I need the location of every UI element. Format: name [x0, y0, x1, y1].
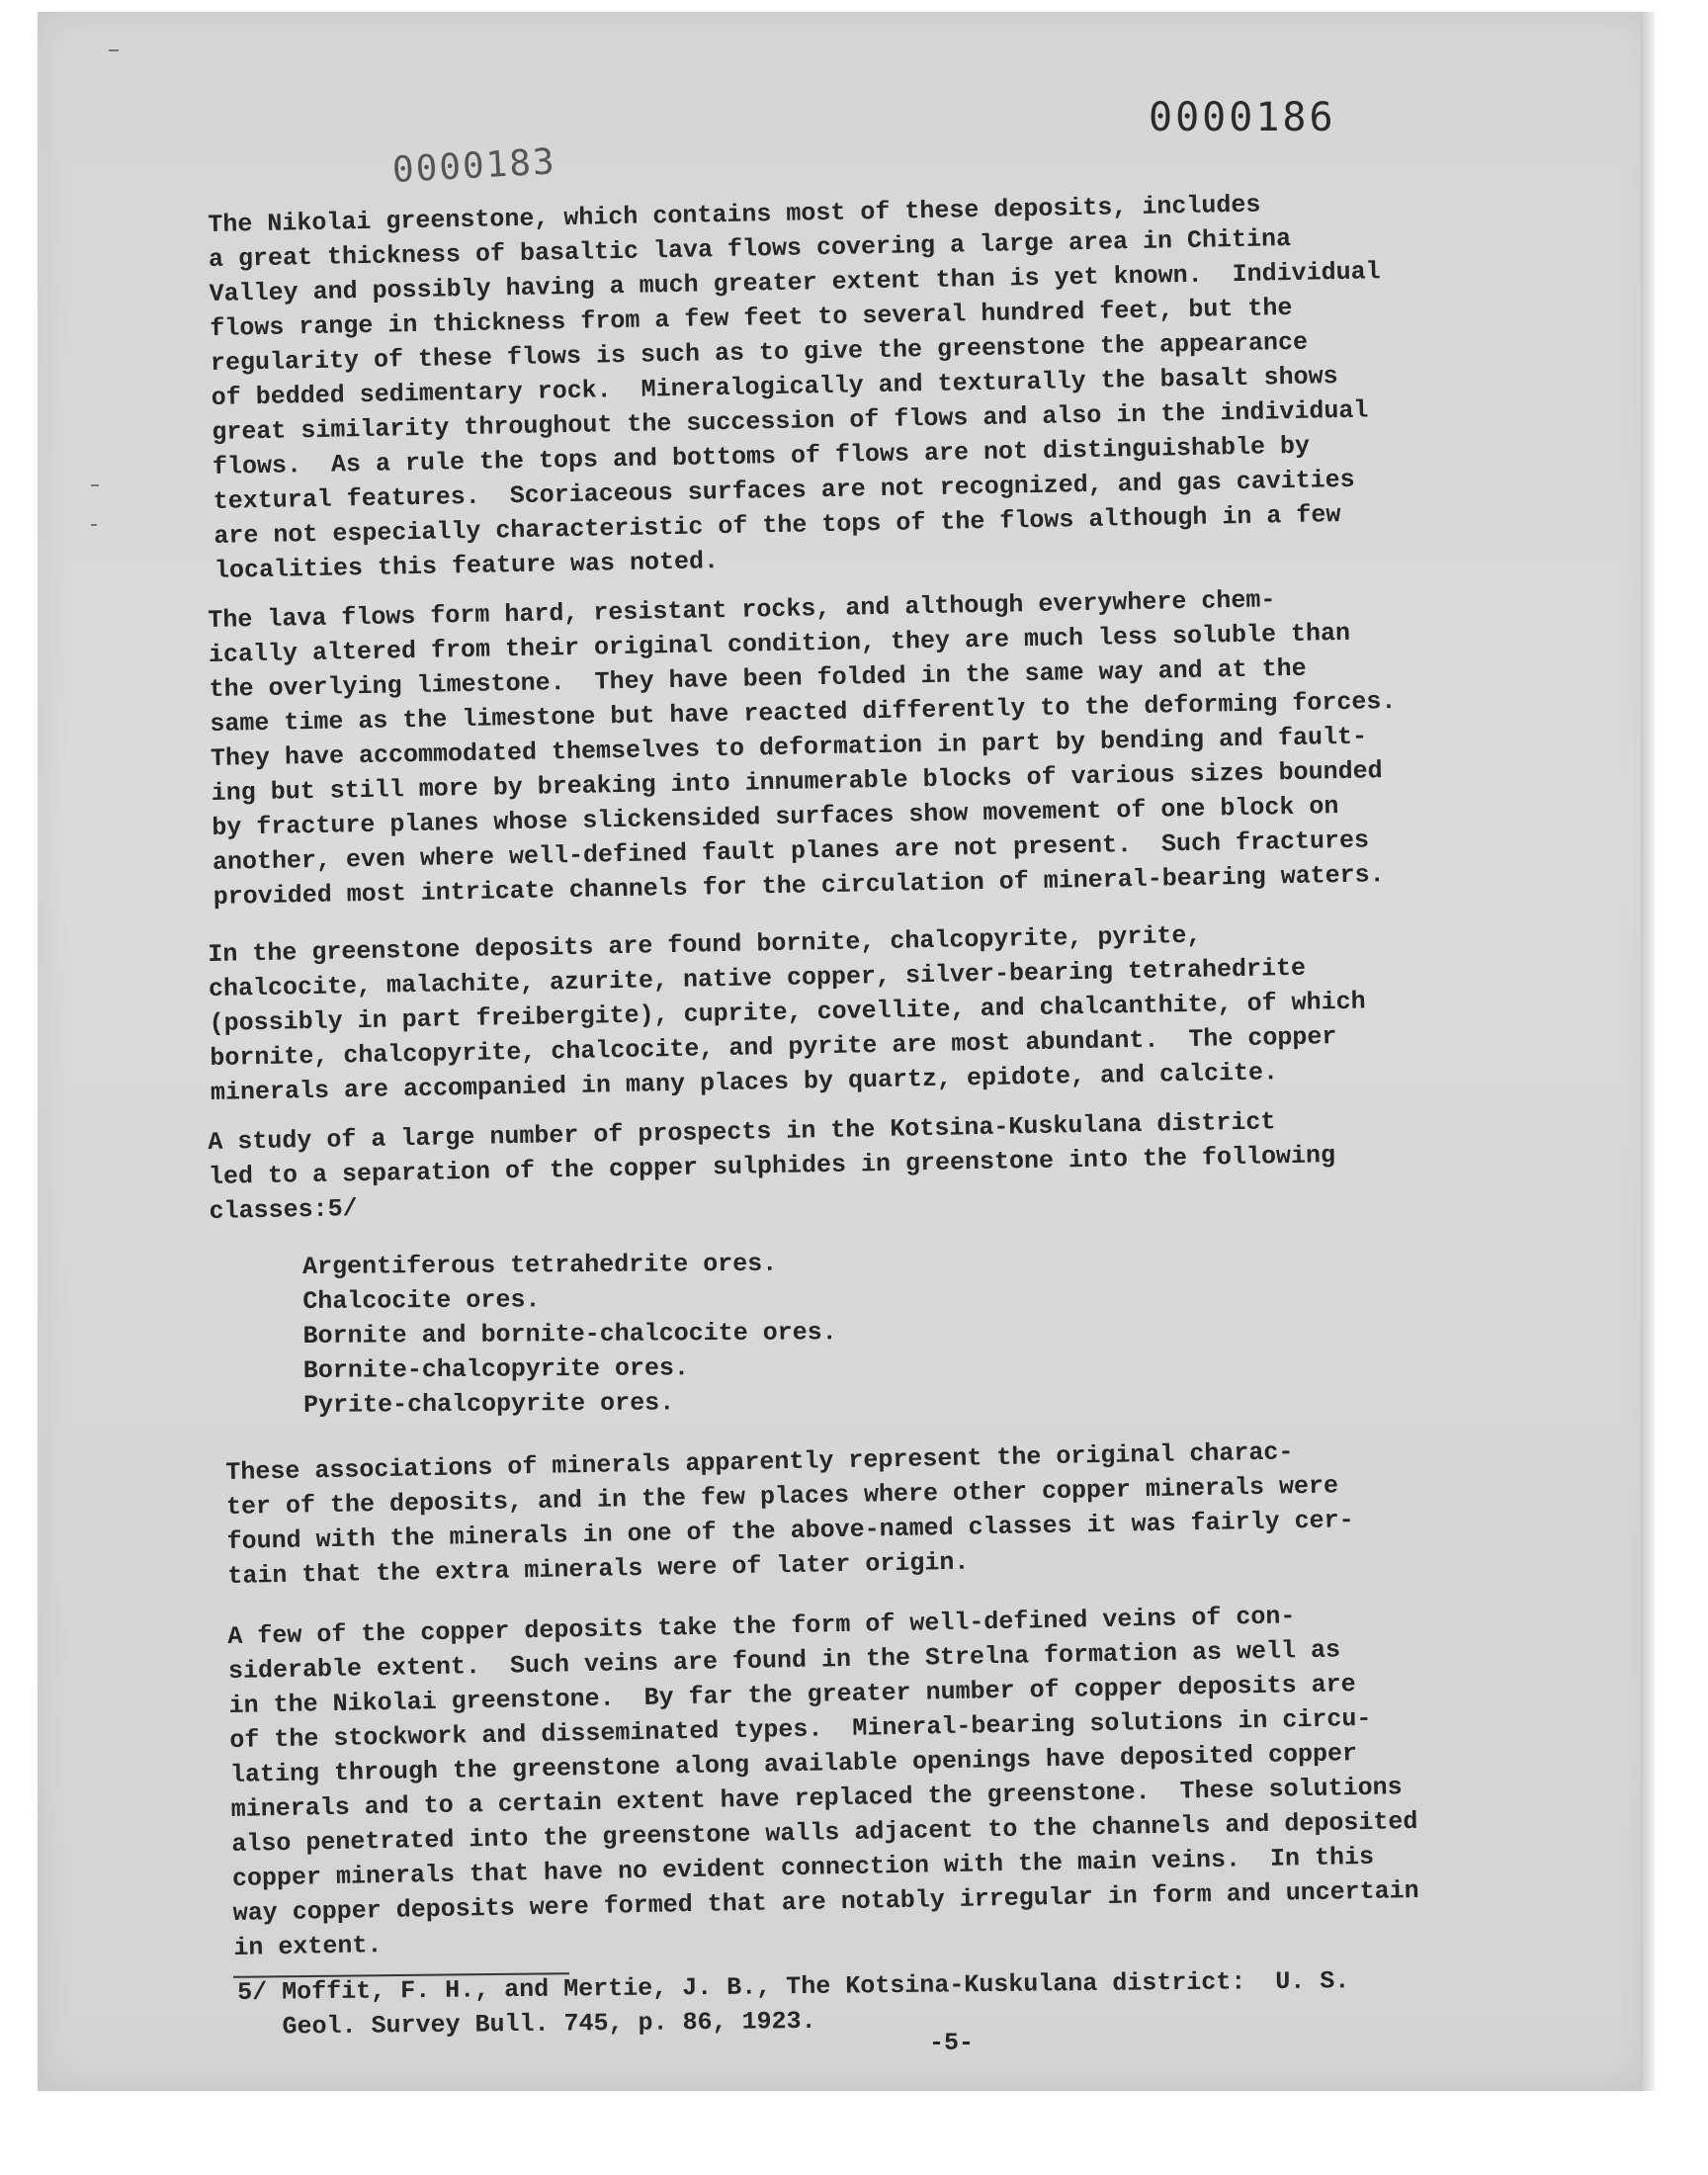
scan-margin [38, 2091, 1653, 2175]
footnote: 5/ Moffit, F. H., and Mertie, J. B., The Kotsina-Kuskulana district: U. S. Geol. Survey Bull. 745, p. 86, 1923. [237, 1966, 1350, 2042]
list-item: Chalcocite ores. [302, 1285, 541, 1316]
paragraph-associations: These associations of minerals apparently represent the original charac- ter of the deposits, and in the few places where other copper minerals were found with the minerals in one of the above-named classes it was fairly cer- tain that the extra minerals were of later origin. [225, 1437, 1354, 1591]
stamped-number: 0000183 [391, 141, 557, 191]
page-number: -5- [929, 2029, 975, 2057]
ore-class-list [302, 1246, 837, 1423]
list-item: Bornite-chalcopyrite ores. [302, 1353, 690, 1385]
paragraph-veins: A few of the copper deposits take the form of well-defined veins of con- siderable extent. Such veins are found in the Strelna formation as well as in the Nikolai greenstone. By far the greater number of copper deposits are of the stockwork and disseminated types. Mineral-bearing solutions in circu- lating through the greenstone along available openings have deposited copper minerals and to a certain extent have replaced the greenstone. These solutions also penetrated into the greenstone walls adjacent to the channels and deposited copper minerals that have no evident connection with the main veins. In this way copper deposits were formed that are notably irregular in form and uncertain in extent. [227, 1602, 1419, 1962]
list-item: Bornite and bornite-chalcocite ores. [302, 1318, 837, 1350]
scan-mark [109, 49, 119, 51]
document-number: 0000186 [1149, 95, 1336, 140]
paragraph-study: A study of a large number of prospects in the Kotsina-Kuskulana district led to a separation of the copper sulphides in greenstone into the following classes:5/ [208, 1107, 1336, 1226]
scan-mark [91, 524, 97, 526]
paragraph-greenstone: The Nikolai greenstone, which contains most of these deposits, includes a great thickness of basaltic lava flows covering a large area in Chitina Valley and possibly having a much greater extent than is yet known. Individual flows range in thickness from a few feet to several hundred feet, but the regularity of these flows is such as to give the greenstone the appearance of bedded sedimentary rock. Mineralogically and texturally the basalt shows great similarity throughout the succession of flows and also in the individual flows. As a rule the tops and bottoms of flows are not distinguishable by textural features. Scoriaceous surfaces are not recognized, and gas cavities are not especially characteristic of the tops of the flows although in a few localities this feature was noted. [208, 190, 1381, 585]
page-edge [1641, 12, 1655, 2091]
list-item: Pyrite-chalcopyrite ores. [302, 1388, 675, 1420]
paragraph-lava-flows: The lava flows form hard, resistant rocks, and although everywhere chem- ically altered from their original condition, they are much less soluble than the overlying limestone. They have been folded in the same way and at the same time as the limestone but have reacted differently to the deforming forces. They have accommodated themselves to deformation in part by bending and fault- ing but still more by breaking into innumerable blocks of various sizes bounded by fracture planes whose slickensided surfaces show movement of one block on another, even where well-defined fault planes are not present. Such fractures provided most intricate channels for the circulation of mineral-bearing waters. [208, 585, 1397, 912]
scan-mark [91, 484, 99, 486]
list-item: Argentiferous tetrahedrite ores. [302, 1249, 778, 1281]
paragraph-minerals: In the greenstone deposits are found bornite, chalcopyrite, pyrite, chalcocite, malachite, azurite, native copper, silver-bearing tetrahedrite (possibly in part freibergite), cuprite, covellite, and chalcanthite, of which bornite, chalcopyrite, chalcocite, and pyrite are most abundant. The copper minerals are accompanied in many places by quartz, epidote, and calcite. [208, 920, 1366, 1107]
